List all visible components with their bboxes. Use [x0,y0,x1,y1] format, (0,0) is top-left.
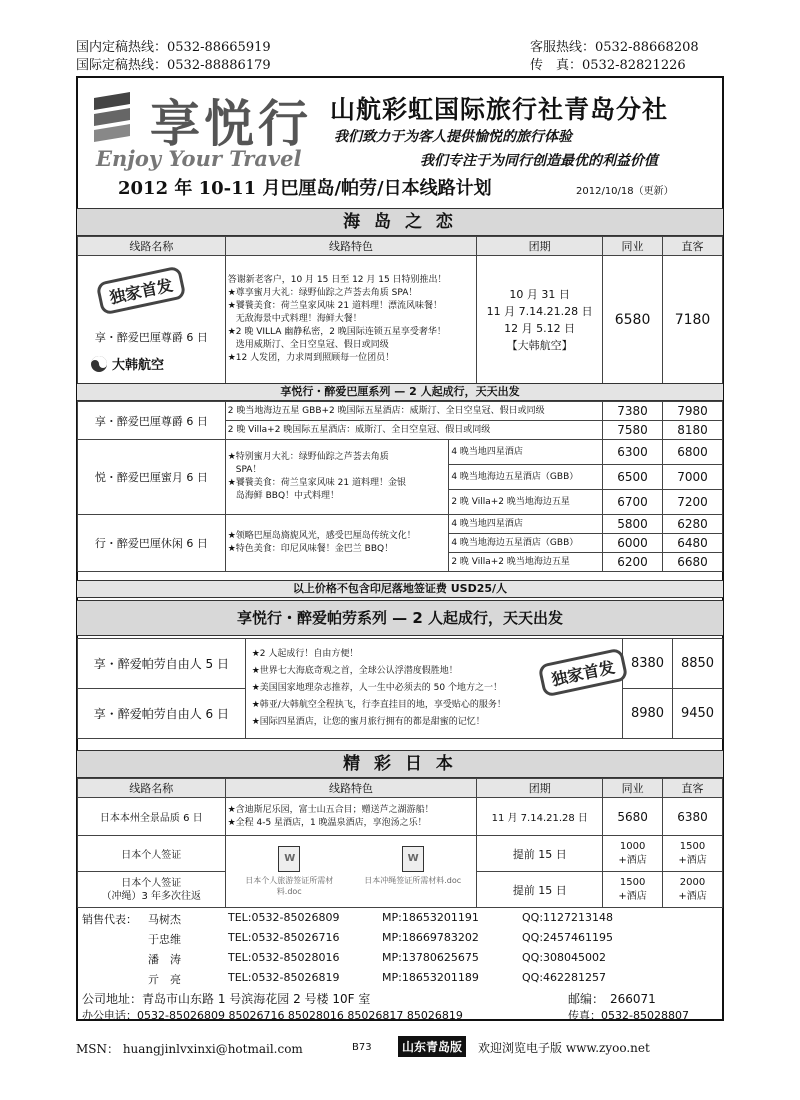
bali-series-title: 享悦行・醉爱巴厘系列 — 2 人起成行，天天出发 [77,383,723,401]
page-title: 2012 年 10-11 月巴厘岛/帕劳/日本线路计划 [118,178,492,199]
retail-price: 8850 [673,639,723,689]
visa-note: 以上价格不包含印尼落地签证费 USD25/人 [77,580,723,598]
postcode: 邮编： 266071 [568,992,656,1006]
contact-tel: TEL:0532-85026809 [228,911,340,924]
logo-text-cn: 享悦行 [150,94,312,153]
bali-series-table [77,401,723,572]
visa-doc-link-2[interactable]: W 日本冲绳签证所需材料.doc [363,846,463,897]
office-tel: 办公电话：0532-85026809 85026716 85028016 85026817 85026819 [82,1009,463,1022]
option-text: 4 晚当地四星酒店 [449,515,603,534]
featured-peer-price: 6580 [603,256,663,384]
visa2-peer: 1500 +酒店 [603,872,663,908]
contact-tel: TEL:0532-85026716 [228,931,340,944]
visa-doc-link-1[interactable]: W 日本个人旅游签证所需材料.doc [239,846,339,897]
slogan-2: 我们专注于为同行创造最优的利益价值 [420,153,658,169]
contact-tel: TEL:0532-85026819 [228,971,340,984]
table-row: 日本本州全景品质 6 日 [78,798,226,836]
col-dates: 团期 [477,779,603,798]
retail-price: 6680 [663,553,723,572]
col-route-name: 线路名称 [78,779,226,798]
contact-qq: QQ:1127213148 [522,911,614,924]
option-text: 2 晚 Villa+2 晚当地海边五星 [449,490,603,515]
palau-features: ★2 人起成行！自由方便！ ★世界七大海底奇观之首，全球公认浮潜度假胜地！ ★美国国家地理杂志推荐，人一生中必须去的 50 个地方之一！ ★韩亚/大韩航空全程执飞，行李直挂目的地，享受贴心的服务！ ★国际四星酒店，让您的蜜月旅行拥有的都是甜蜜的记忆！ [245,639,622,739]
visa-docs-cell [225,836,477,908]
option-text: 4 晚当地四星酒店 [449,440,603,465]
col-route-name: 线路名称 [78,237,226,256]
update-date: 2012/10/18（更新） [576,186,674,197]
contact-qq: QQ:308045002 [522,951,607,964]
airline-logo: 大韩航空 [90,354,164,373]
retail-price: 7200 [663,490,723,515]
contact-mp: MP:18653201189 [382,971,479,984]
peer-price: 8380 [623,639,673,689]
col-peer: 同业 [603,237,663,256]
exclusive-stamp-palau: 独家首发 [538,647,629,697]
japan-tour-features: ★含迪斯尼乐园，富士山五合目；赠送芦之湖游船！ ★全程 4-5 星酒店，1 晚温泉酒店，享泡汤之乐！ [225,798,477,836]
peer-price: 6300 [603,440,663,465]
option-text: 2 晚 Villa+2 晚当地海边五星 [449,553,603,572]
featured-route-name: 享・醉爱巴厘尊爵 6 日 [94,331,208,344]
peer-price: 7580 [603,421,663,440]
contact-mp: MP:13780625675 [382,951,479,964]
visa2-dates: 提前 15 日 [477,872,603,908]
logo-mark-icon [90,88,150,142]
edition-badge: 山东青岛版 [398,1036,466,1057]
company-address: 公司地址：青岛市山东路 1 号滨海花园 2 号楼 10F 室 [82,992,371,1006]
table-row: 享・醉爱巴厘尊爵 6 日 [78,402,226,440]
logo-text-en: Enjoy Your Travel [96,146,302,171]
island-section-title: 海 岛 之 恋 [77,208,723,236]
peer-price: 8980 [623,689,673,739]
col-retail: 直客 [663,237,723,256]
retail-price: 6280 [663,515,723,534]
peer-price: 5800 [603,515,663,534]
exclusive-stamp-bali: 独家首发 [96,265,187,315]
peer-price: 5680 [603,798,663,836]
contact-name: 马树杰 [148,913,181,926]
option-text: 2 晚当地海边五星 GBB+2 晚国际五星酒店：威斯汀、全日空皇冠、假日或同级 [225,402,602,421]
fax-number: 传 真：0532-82821226 [530,58,686,73]
company-name: 山航彩虹国际旅行社青岛分社 [330,95,669,124]
col-peer: 同业 [603,779,663,798]
featured-retail-price: 7180 [663,256,723,384]
leisure-features: ★领略巴厘岛旖旎风光，感受巴厘岛传统文化！ ★特色美食：印尼风味餐！金巴兰 BBQ！ [225,515,449,572]
retail-price: 9450 [673,689,723,739]
airline-taeguk-icon [90,355,108,373]
table-row: 日本个人签证 [78,836,226,872]
page-number: B73 [352,1042,372,1053]
website-link[interactable]: 欢迎浏览电子版 www.zyoo.net [478,1041,650,1055]
table-row: 行・醉爱巴厘休闲 6 日 [78,515,226,572]
office-fax: 传真：0532-85028807 [568,1009,689,1022]
col-route-features: 线路特色 [225,779,477,798]
visa1-peer: 1000 +酒店 [603,836,663,872]
visa1-dates: 提前 15 日 [477,836,603,872]
japan-tour-dates: 11 月 7.14.21.28 日 [477,798,603,836]
table-row: 享・醉爱帕劳自由人 6 日 [78,689,246,739]
contact-qq: QQ:462281257 [522,971,607,984]
contact-mp: MP:18669783202 [382,931,479,944]
japan-section-title: 精 彩 日 本 [77,750,723,778]
msn-contact: MSN： huangjinlvxinxi@hotmail.com [76,1042,303,1056]
option-text: 4 晚当地海边五星酒店（GBB） [449,465,603,490]
retail-price: 7000 [663,465,723,490]
service-hotline: 客服热线：0532-88668208 [530,40,699,55]
contact-name: 亓 亮 [148,973,181,986]
word-doc-icon [402,846,424,872]
peer-price: 6700 [603,490,663,515]
peer-price: 6500 [603,465,663,490]
slogan-1: 我们致力于为客人提供愉悦的旅行体验 [334,129,572,145]
contact-mp: MP:18653201191 [382,911,479,924]
sales-label: 销售代表： [82,913,137,926]
peer-price: 6000 [603,534,663,553]
table-row: 享・醉爱帕劳自由人 5 日 [78,639,246,689]
visa1-retail: 1500 +酒店 [663,836,723,872]
retail-price: 8180 [663,421,723,440]
contact-qq: QQ:2457461195 [522,931,614,944]
honeymoon-features: ★特别蜜月大礼：绿野仙踪之芦荟去角质 SPA！ ★饕餮美食：荷兰皇家风味 21 道料理！金银 岛海鲜 BBQ！中式料理！ [225,440,449,515]
table-row: 日本个人签证 （冲绳）3 年多次往返 [78,872,226,908]
col-retail: 直客 [663,779,723,798]
featured-dates: 10 月 31 日 11 月 7.14.21.28 日 12 月 5.12 日 【大韩航空】 [477,256,603,384]
island-featured-table [77,236,723,384]
international-hotline: 国际定稿热线：0532-88886179 [76,58,271,73]
japan-table [77,778,723,908]
palau-series-title: 享悦行・醉爱帕劳系列 — 2 人起成行，天天出发 [77,600,723,636]
option-text: 4 晚当地海边五星酒店（GBB） [449,534,603,553]
col-dates: 团期 [477,237,603,256]
retail-price: 7980 [663,402,723,421]
retail-price: 6800 [663,440,723,465]
visa2-retail: 2000 +酒店 [663,872,723,908]
col-route-features: 线路特色 [225,237,477,256]
peer-price: 6200 [603,553,663,572]
peer-price: 7380 [603,402,663,421]
palau-table [77,638,723,739]
contact-name: 潘 涛 [148,953,181,966]
retail-price: 6380 [663,798,723,836]
option-text: 2 晚 Villa+2 晚国际五星酒店：威斯汀、全日空皇冠、假日或同级 [225,421,602,440]
contact-name: 于忠维 [148,933,181,946]
featured-features: 答谢新老客户，10 月 15 日至 12 月 15 日特别推出！ ★尊享蜜月大礼：绿野仙踪之芦荟去角质 SPA！ ★饕餮美食：荷兰皇家风味 21 道料理！漂流风味餐！ 无敌海景中式料理！海鲜大餐！ ★2 晚 VILLA 幽静私密，2 晚国际连锁五星享受奢华！ 选用威斯汀、全日空皇冠、假日或同级 ★12 人发团，力求周到照顾每一位团员！ [225,256,477,384]
contact-tel: TEL:0532-85028016 [228,951,340,964]
domestic-hotline: 国内定稿热线：0532-88665919 [76,40,271,55]
table-row: 悦・醉爱巴厘蜜月 6 日 [78,440,226,515]
word-doc-icon [278,846,300,872]
retail-price: 6480 [663,534,723,553]
